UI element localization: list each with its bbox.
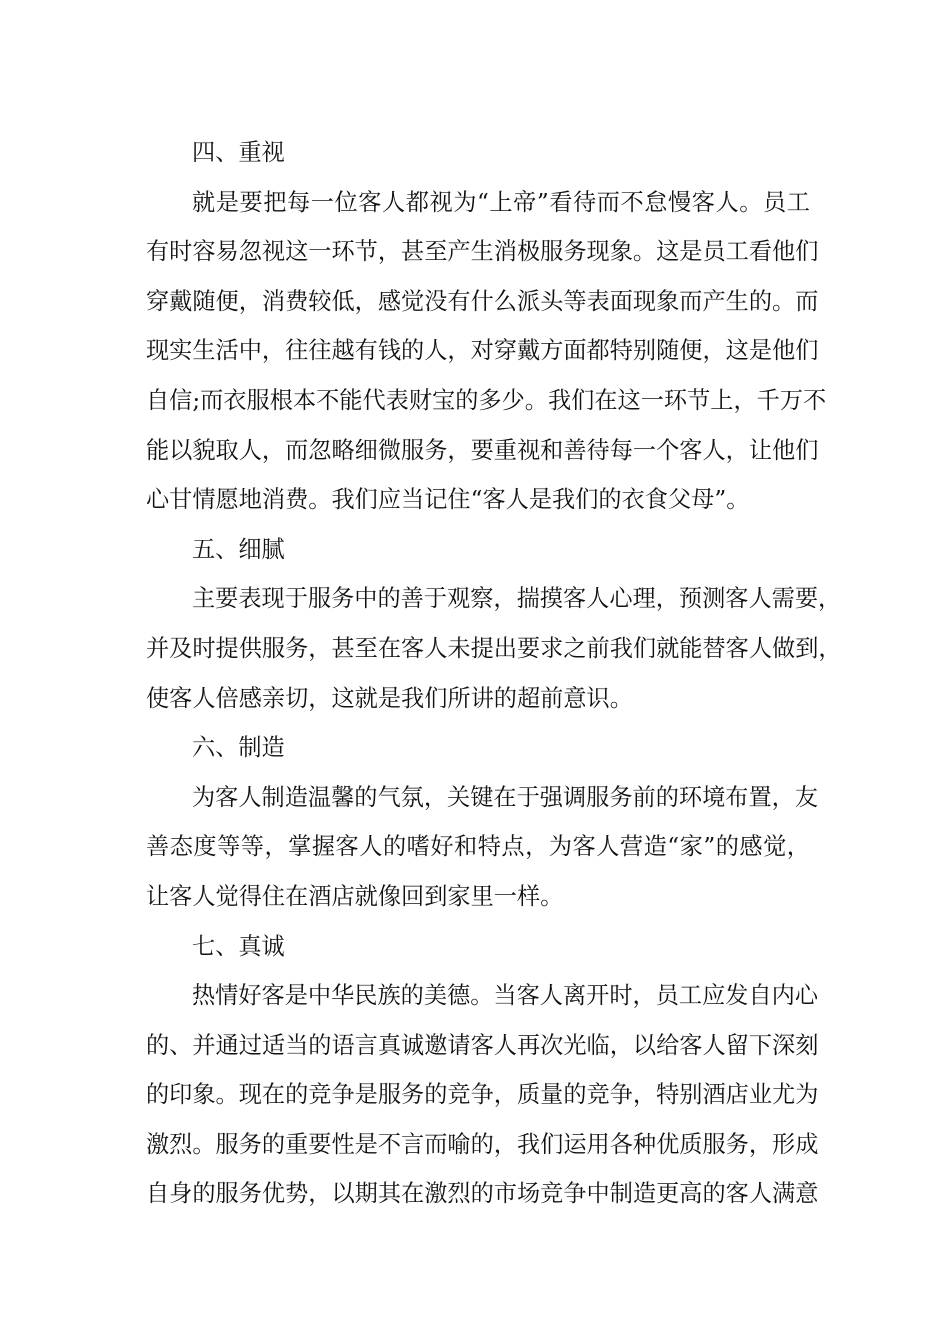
text-line: 自身的服务优势，以期其在激烈的市场竞争中制造更高的客人满意 (146, 1180, 819, 1208)
text-line: 现实生活中，往往越有钱的人，对穿戴方面都特别随便，这是他们 (146, 337, 819, 365)
section-heading-5: 五、细腻 (192, 535, 285, 563)
text-line: 激烈。服务的重要性是不言而喻的，我们运用各种优质服务，形成 (146, 1130, 819, 1158)
text-line: 热情好客是中华民族的美德。当客人离开时，员工应发自内心 (192, 982, 819, 1010)
section-paragraph-7 (146, 971, 819, 1219)
section-paragraph-4 (146, 178, 827, 525)
section-paragraph-6 (146, 773, 819, 922)
section-paragraph-5 (146, 574, 842, 723)
section-heading-6: 六、制造 (192, 734, 285, 762)
text-line: 的印象。现在的竞争是服务的竞争，质量的竞争，特别酒店业尤为 (146, 1081, 819, 1109)
text-line: 善态度等等，掌握客人的嗜好和特点，为客人营造“家”的感觉， (146, 833, 810, 861)
section-heading-7: 七、真诚 (192, 932, 285, 960)
text-line: 能以貌取人，而忽略细微服务，要重视和善待每一个客人，让他们 (146, 436, 819, 464)
text-line: 穿戴随便，消费较低，感觉没有什么派头等表面现象而产生的。而 (146, 287, 819, 315)
text-line: 让客人觉得住在酒店就像回到家里一样。 (146, 882, 564, 910)
text-line: 就是要把每一位客人都视为“上帝”看待而不怠慢客人。员工 (192, 188, 810, 216)
text-line: 的、并通过适当的语言真诚邀请客人再次光临，以给客人留下深刻 (146, 1031, 819, 1059)
section-heading-4: 四、重视 (192, 139, 285, 166)
text-line: 为客人制造温馨的气氛，关键在于强调服务前的环境布置，友 (192, 783, 819, 811)
document-body (146, 128, 842, 1219)
text-line: 主要表现于服务中的善于观察，揣摸客人心理，预测客人需要， (192, 585, 842, 613)
text-line: 自信;而衣服根本不能代表财宝的多少。我们在这一环节上，千万不 (146, 386, 827, 414)
text-line: 有时容易忽视这一环节，甚至产生消极服务现象。这是员工看他们 (146, 238, 819, 266)
text-line: 使客人倍感亲切，这就是我们所讲的超前意识。 (146, 684, 633, 712)
text-line: 并及时提供服务，甚至在客人未提出要求之前我们就能替客人做到， (146, 634, 842, 662)
text-line: 心甘情愿地消费。我们应当记住“客人是我们的衣食父母”。 (146, 486, 750, 514)
